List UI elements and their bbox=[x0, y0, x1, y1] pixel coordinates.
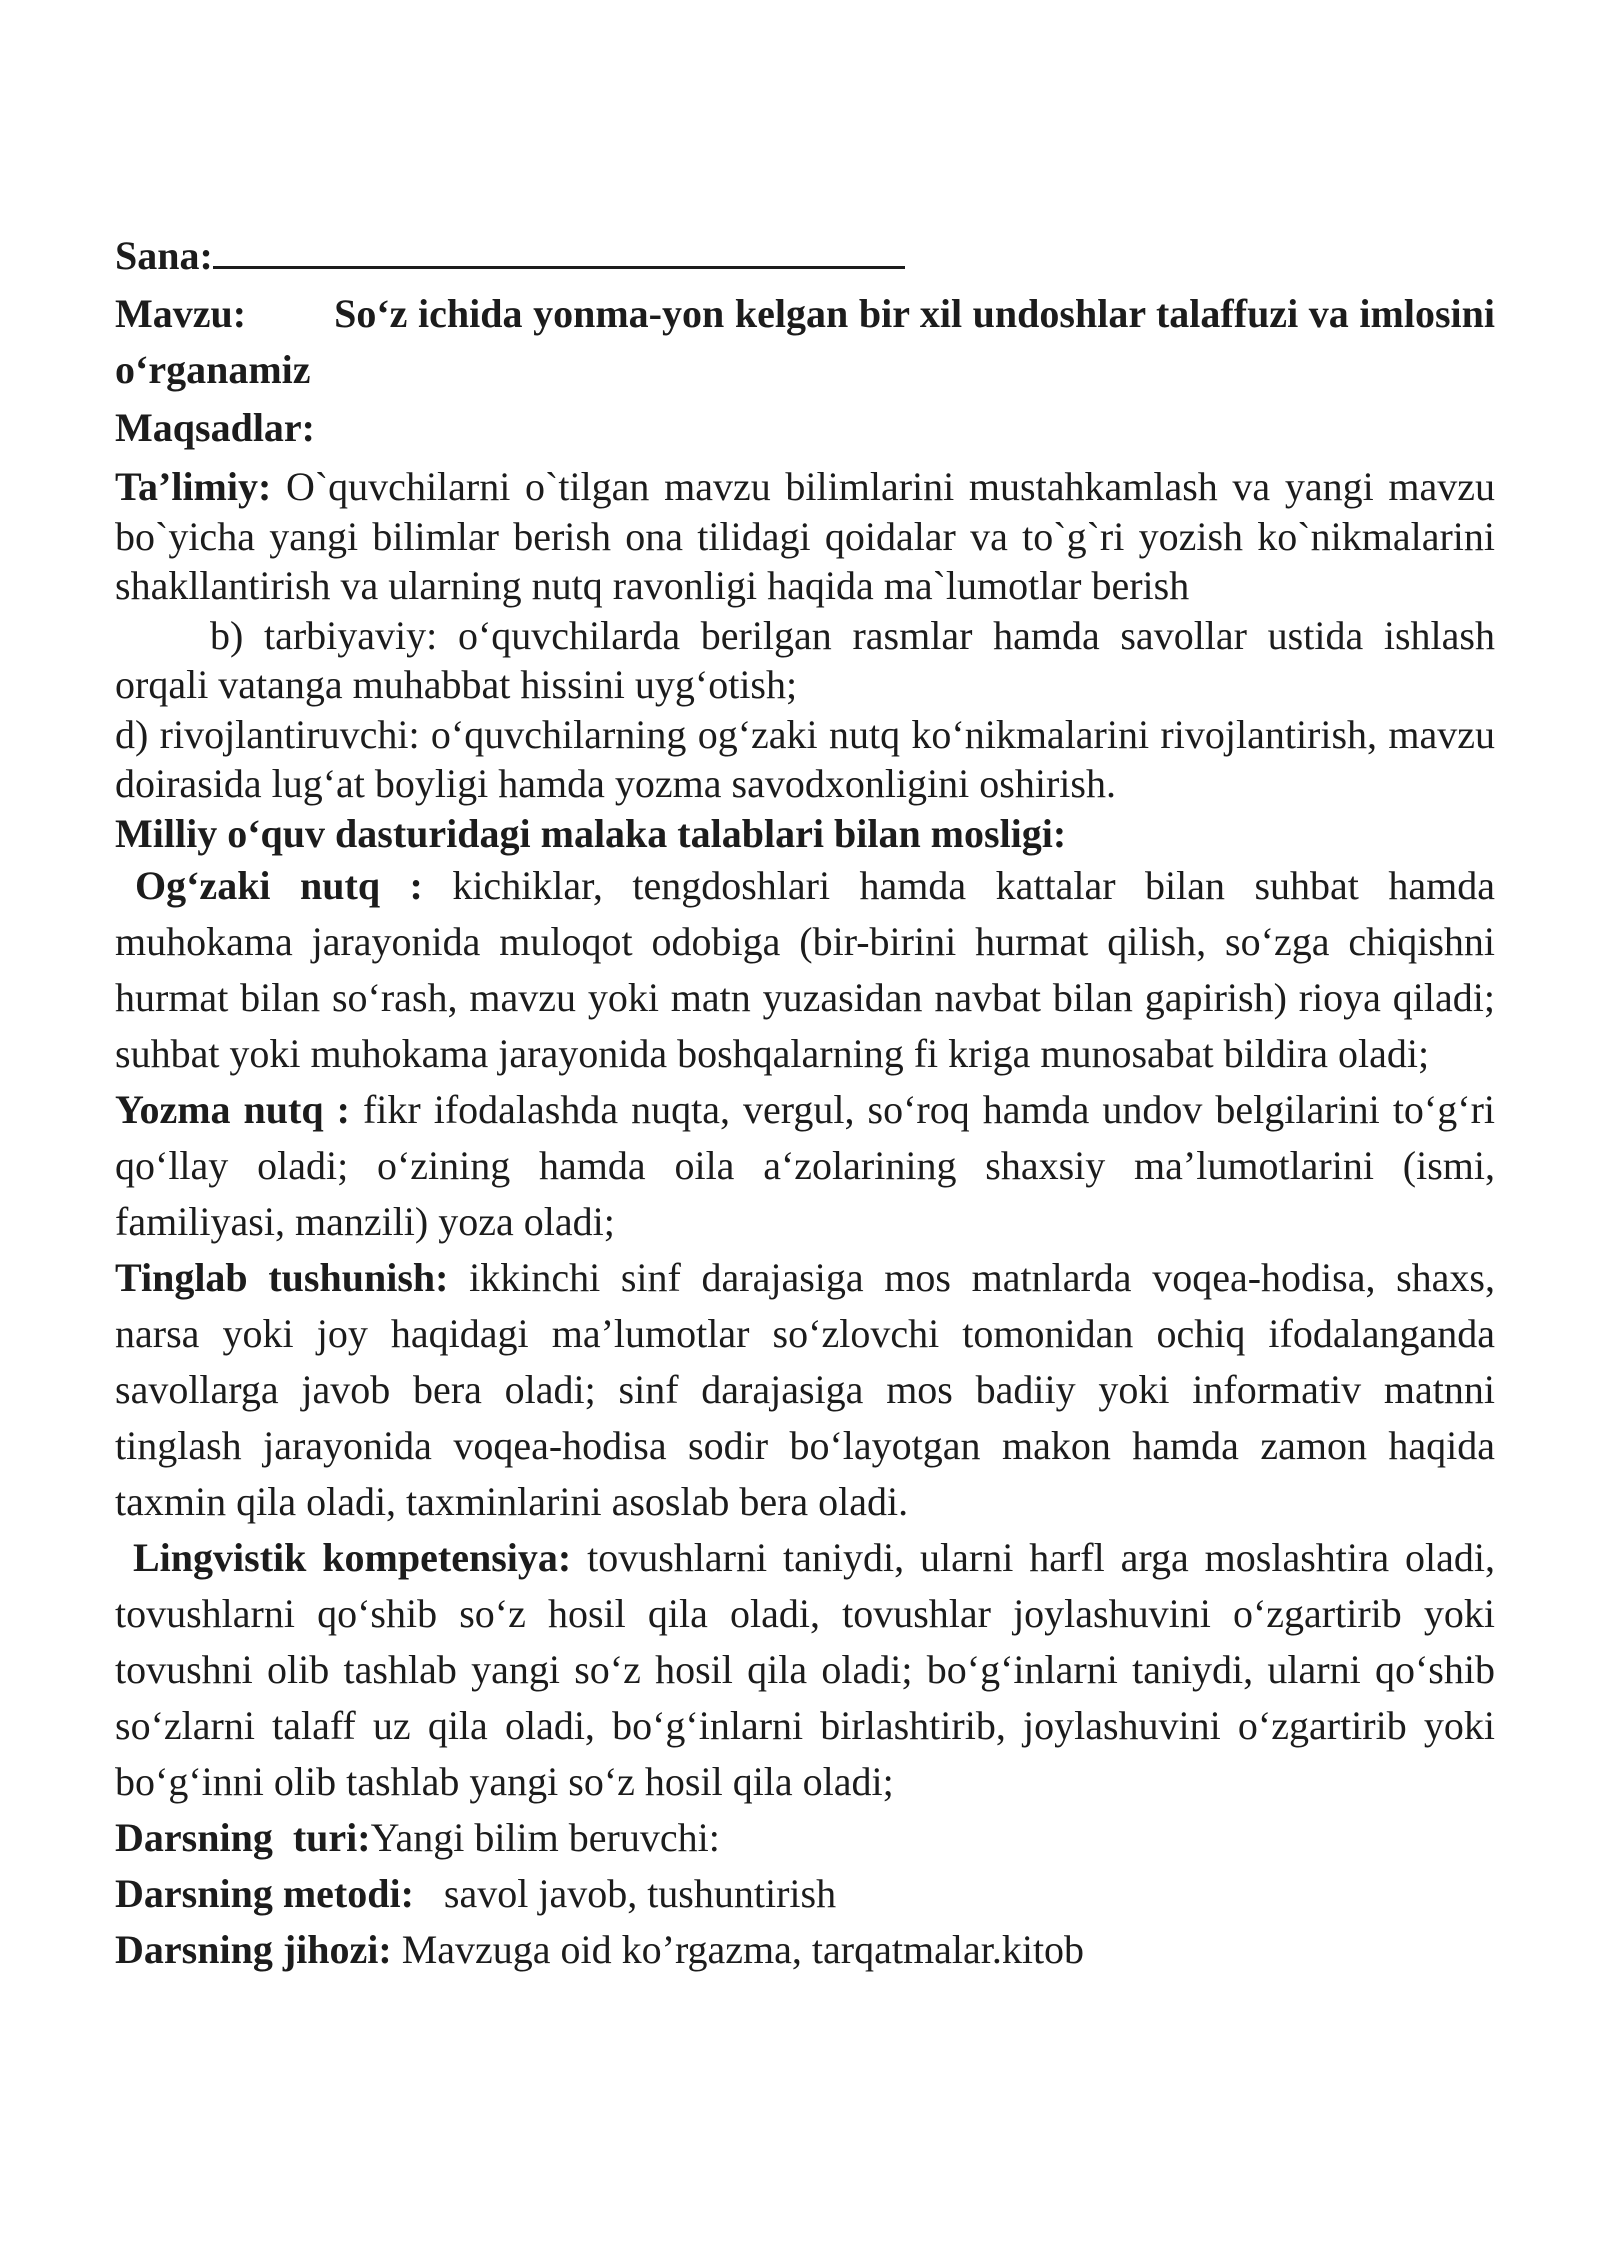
ogzaki-text: kichiklar, tengdoshlari hamda kattalar bilan suhbat hamda muhokama jarayonida muloqot odobiga (bir-birini hurmat qilish, so‘zga chiqishni hurmat bilan so‘rash, mavzu yoki matn yuzasidan navbat bilan gapirish) rioya qiladi; suhbat yoki muhokama jarayonida boshqalarning fi kriga munosabat bildira oladi; bbox=[115, 863, 1495, 1076]
rivojlantiruvchi-paragraph: d) rivojlantiruvchi: o‘quvchilarning og‘zaki nutq ko‘nikmalarini rivojlantirish, mavzu doirasida lug‘at boyligi hamda yozma savodxonligini oshirish. bbox=[115, 711, 1495, 806]
darsning-metodi-line bbox=[115, 1866, 1495, 1922]
lesson-plan-page bbox=[115, 228, 1495, 1978]
talimiy-paragraph bbox=[115, 462, 1495, 611]
ogzaki-paragraph bbox=[115, 858, 1495, 1082]
tinglab-text: ikkinchi sinf darajasiga mos matnlarda voqea-hodisa, shaxs, narsa yoki joy haqidagi ma’lumotlar so‘zlovchi tomonidan ochiq ifodalanganda savollarga javob bera oladi; sinf darajasiga mos badiiy yoki informativ matnni tinglash jarayonida voqea-hodisa sodir bo‘layotgan makon hamda zamon haqida taxmin qila oladi, taxminlarini asoslab bera oladi. bbox=[115, 1255, 1495, 1524]
darsning-jihozi-label: Darsning jihozi: bbox=[115, 1927, 392, 1972]
tarbiyaviy-paragraph: b) tarbiyaviy: o‘quvchilarda berilgan rasmlar hamda savollar ustida ishlash orqali vatanga muhabbat hissini uyg‘otish; bbox=[115, 612, 1495, 707]
lingvistik-text: tovushlarni taniydi, ularni harfl arga moslashtira oladi, tovushlarni qo‘shib so‘z hosil qila oladi, tovushlar joylashuvini o‘zgartirib yoki tovushni olib tashlab yangi so‘z hosil qila oladi; bo‘g‘inlarni taniydi, ularni qo‘shib so‘zlarni talaff uz qila oladi, bo‘g‘inlarni birlashtirib, joylashuvini o‘zgartirib yoki bo‘g‘inni olib tashlab yangi so‘z hosil qila oladi; bbox=[115, 1535, 1495, 1804]
yozma-text: fikr ifodalashda nuqta, vergul, so‘roq hamda undov belgilarini to‘g‘ri qo‘llay oladi; o‘zining hamda oila a‘zolarining shaxsiy ma’lumotlarini (ismi, familiyasi, manzili) yoza oladi; bbox=[115, 1087, 1496, 1244]
talimiy-text: O`quvchilarni o`tilgan mavzu bilimlarini mustahkamlash va yangi mavzu bo`yicha yangi bilimlar berish ona tilidagi qoidalar va to`g`ri yozish ko`nikmalarini shakllantirish va ularning nutq ravonligi haqida ma`lumotlar berish bbox=[115, 464, 1495, 608]
darsning-metodi-label: Darsning metodi: bbox=[115, 1871, 414, 1916]
darsning-jihozi-text: Mavzuga oid ko’rgazma, tarqatmalar.kitob bbox=[391, 1927, 1085, 1972]
darsning-metodi-text: savol javob, tushuntirish bbox=[413, 1871, 837, 1916]
maqsadlar-heading: Maqsadlar: bbox=[115, 405, 315, 450]
tinglab-paragraph bbox=[115, 1250, 1495, 1530]
sana-line bbox=[115, 228, 1495, 284]
mavzu-label: Mavzu: bbox=[115, 291, 247, 336]
ogzaki-label: Og‘zaki nutq : bbox=[135, 863, 423, 908]
sana-blank bbox=[213, 230, 905, 269]
darsning-turi-label: Darsning turi: bbox=[115, 1815, 371, 1860]
sana-label: Sana: bbox=[115, 233, 213, 278]
yozma-label: Yozma nutq : bbox=[115, 1087, 350, 1132]
darsning-jihozi-line bbox=[115, 1922, 1495, 1978]
talimiy-label: Ta’limiy: bbox=[115, 464, 272, 509]
tinglab-label: Tinglab tushunish: bbox=[115, 1255, 449, 1300]
yozma-paragraph bbox=[115, 1082, 1495, 1250]
lingvistik-label: Lingvistik kompetensiya: bbox=[133, 1535, 572, 1580]
mavzu-paragraph bbox=[115, 286, 1495, 398]
darsning-turi-line bbox=[115, 1810, 1495, 1866]
mavzu-text: So‘z ichida yonma-yon kelgan bir xil undoshlar talaffuzi va imlosini o‘rganamiz bbox=[115, 291, 1495, 392]
milliy-heading: Milliy o‘quv dasturidagi malaka talablari bilan mosligi: bbox=[115, 810, 1067, 856]
lingvistik-paragraph bbox=[115, 1530, 1495, 1810]
darsning-turi-text: Yangi bilim beruvchi: bbox=[370, 1815, 720, 1860]
